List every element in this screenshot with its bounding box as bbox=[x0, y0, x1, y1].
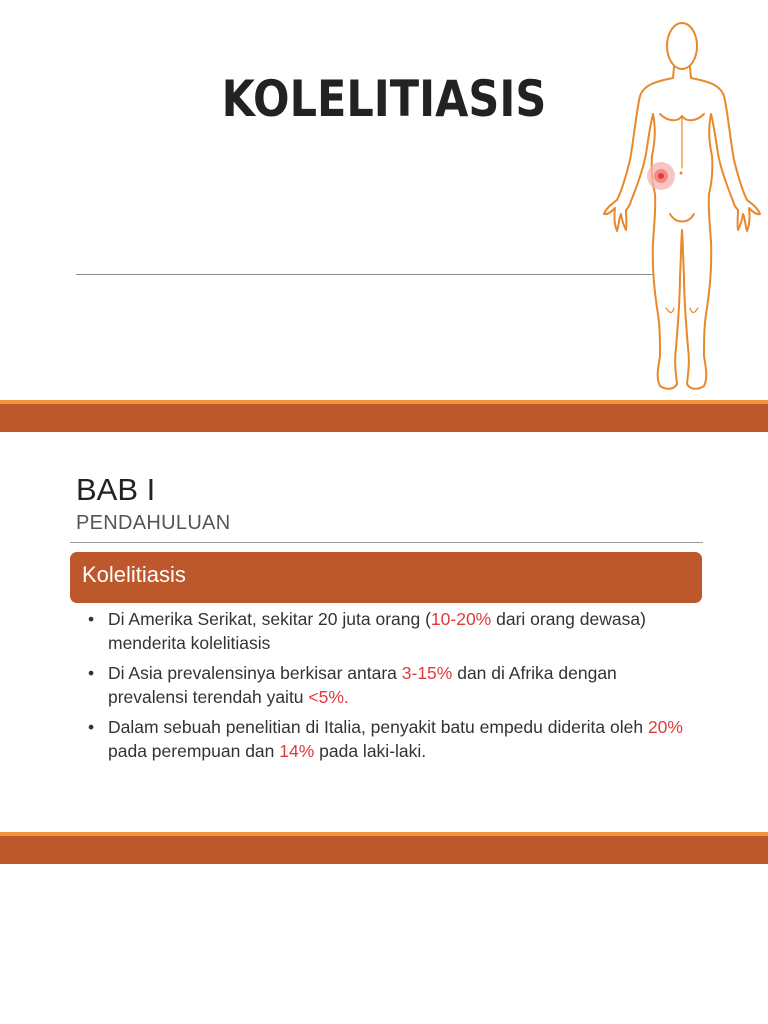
bullet-text: pada perempuan dan bbox=[108, 741, 280, 761]
bullet-highlight: 14% bbox=[279, 741, 315, 761]
bullet-icon: • bbox=[88, 609, 95, 629]
bullet-icon: • bbox=[88, 663, 95, 683]
chapter-heading: BAB I bbox=[76, 472, 156, 507]
bullet-text: Di Amerika Serikat, sekitar 20 juta orang ( bbox=[108, 609, 431, 629]
section-header bbox=[70, 552, 702, 603]
accent-band-bottom bbox=[0, 832, 768, 864]
bullet-text: Dalam sebuah penelitian di Italia, penyakit batu empedu diderita oleh bbox=[108, 717, 648, 737]
bullet-text: dari orang dewasa) menderita kolelitiasis bbox=[108, 609, 646, 653]
bullet-highlight: 10-20% bbox=[430, 609, 492, 629]
bullet-text: dan di Afrika dengan prevalensi terendah yaitu bbox=[108, 663, 617, 707]
navel-dot bbox=[680, 172, 683, 175]
bullet-highlight: <5%. bbox=[308, 687, 349, 707]
title-divider bbox=[76, 274, 660, 275]
human-body-icon bbox=[600, 18, 764, 396]
bullet-icon: • bbox=[88, 717, 95, 737]
list-item bbox=[88, 715, 698, 763]
subtitle-divider bbox=[70, 542, 703, 543]
list-item bbox=[88, 661, 698, 709]
bullet-list bbox=[88, 607, 698, 769]
list-item bbox=[88, 607, 698, 655]
section-header-label: Kolelitiasis bbox=[82, 562, 186, 587]
bullet-highlight: 20% bbox=[647, 717, 683, 737]
bullet-text: Di Asia prevalensinya berkisar antara bbox=[108, 663, 402, 683]
chapter-subtitle: PENDAHULUAN bbox=[76, 512, 231, 534]
accent-band-top bbox=[0, 400, 768, 432]
bullet-text: pada laki-laki. bbox=[314, 741, 427, 761]
slide-title: KOLELITIASIS bbox=[221, 70, 547, 128]
pain-marker-dot bbox=[658, 173, 664, 179]
title-slide bbox=[0, 0, 768, 400]
bullet-highlight: 3-15% bbox=[401, 663, 453, 683]
figure-head bbox=[667, 23, 697, 69]
